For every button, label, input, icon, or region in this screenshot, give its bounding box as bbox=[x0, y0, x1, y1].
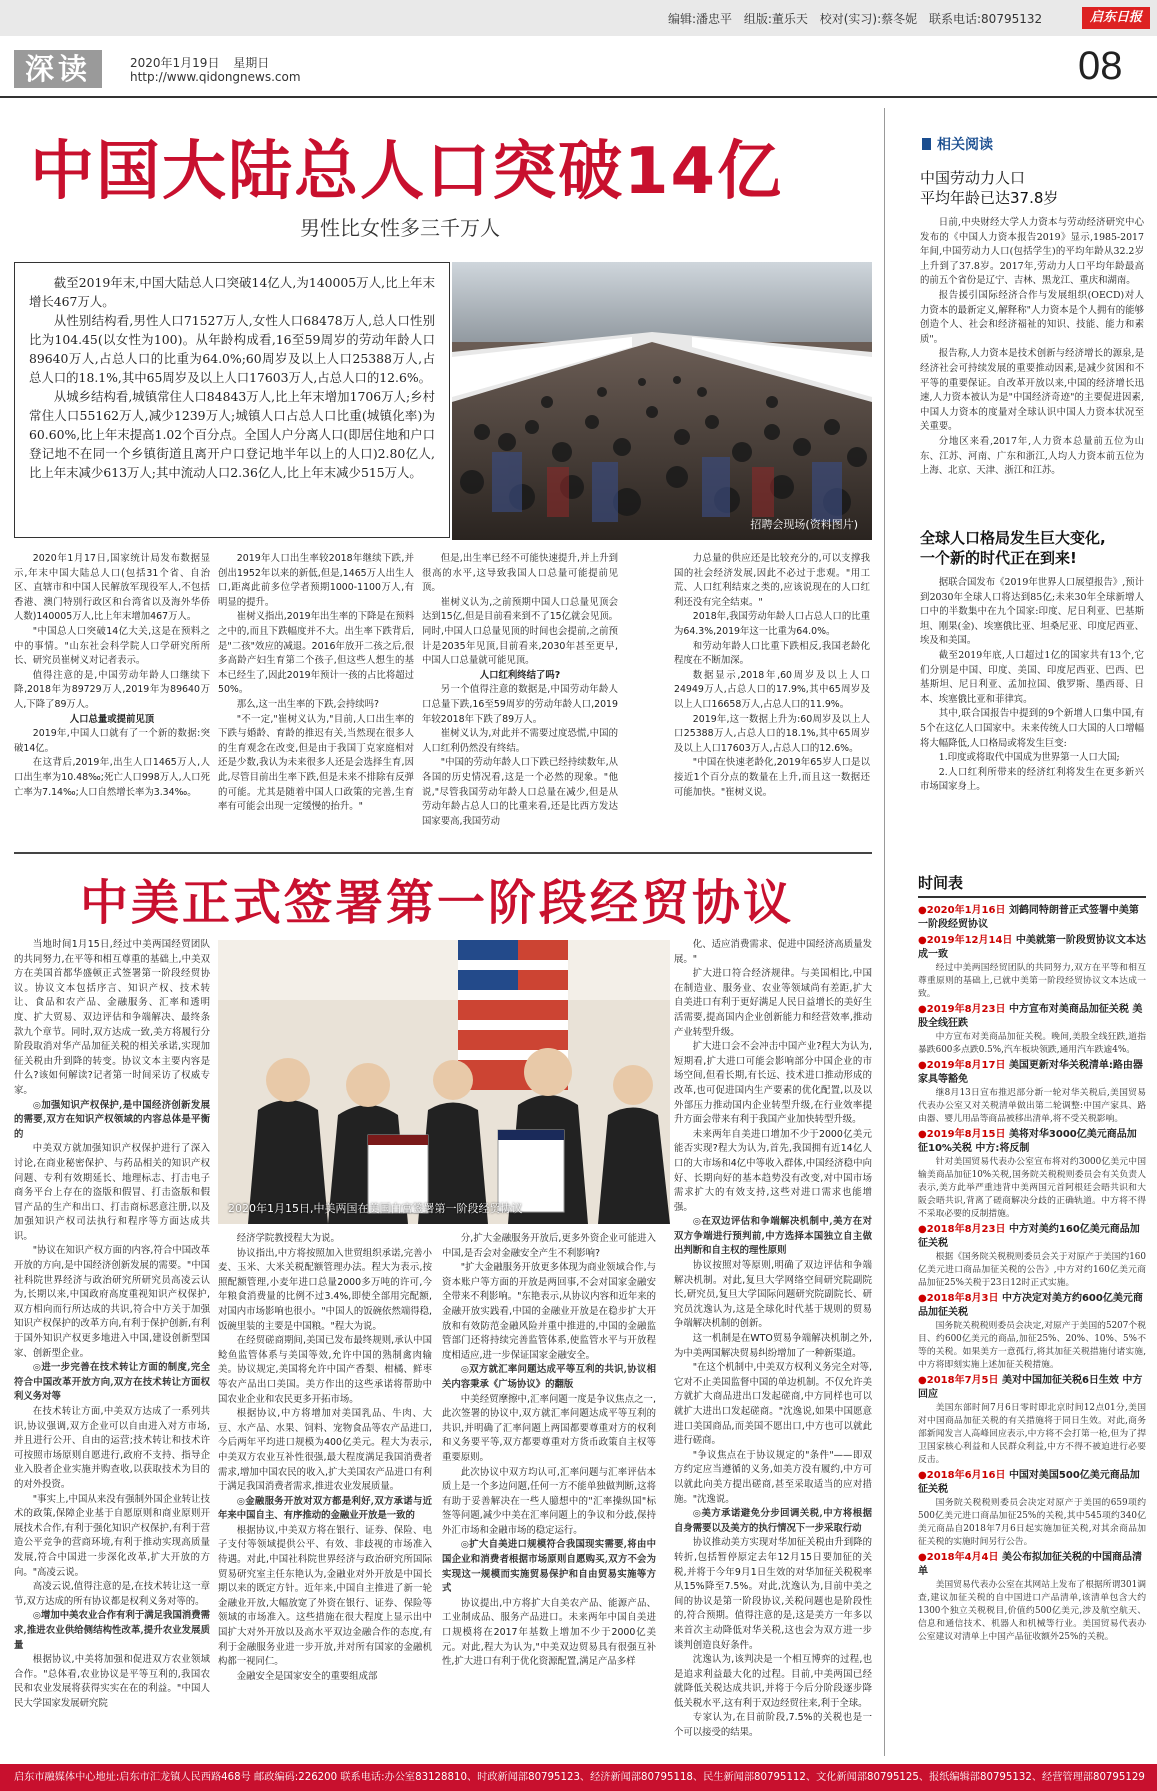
paragraph: 2018年,我国劳动年龄人口占总人口的比重为64.3%,2019年这一比重为64.0%。 bbox=[674, 611, 870, 637]
section-badge: 深读 bbox=[14, 50, 102, 88]
editor-credits bbox=[668, 10, 1042, 27]
story2-title-line2: 一个新的时代正在到来! bbox=[920, 549, 1077, 567]
paragraph: 2019年人口出生率较2018年继续下跌,并创出1952年以来的新低,但是,1465万人出生人口,距离此前多位学者预期1000-1100万人,有明显的提升。 bbox=[218, 553, 414, 608]
timeline-date: 2020年1月16日 bbox=[926, 905, 1006, 916]
paragraph: 沈逸认为,该判决是一个相互博弈的过程,也是追求利益最大化的过程。目前,中美两国已经就降低关税达成共识,并将于今后分阶段逐步降低关税水平,这有利于双边经贸往来,利于全球。 bbox=[674, 1654, 872, 1709]
paragraph: "协议在知识产权方面的内容,符合中国改革开放的方向,是中国经济创新发展的需要。"中国社科院世界经济与政治研究所研究员高凌云认为,长期以来,中国政府高度重视知识产权保护,双方相向而行所达成的共识,符合中方关于加强知识产权保护的改革方向,有利于保护创新,有利于国外知识产权更多地进入中国,建设创新型国家、创新型企业。 bbox=[14, 1245, 210, 1359]
paragraph: 根据协议,中方将增加对美国乳品、牛肉、大豆、水产品、水果、饲料、宠物食品等农产品进口,今后两年平均进口规模为400亿美元。程大为表示,中美双方农业互补性很强,最大程度满足我国消费者需求,增加中国农民的收入,扩大美国农产品进口有利于满足我国消费者需求,推进农业发展质量。 bbox=[218, 1408, 432, 1493]
lead-column-4 bbox=[674, 552, 870, 840]
section-lead: ◎增加中美农业合作有利于满足我国消费需求,推进农业供给侧结构性改革,提升农业发展质量 bbox=[14, 1610, 210, 1651]
section-lead: ◎扩大自美进口规模符合我国现实需要,将由中国企业和消费者根据市场原则自愿购买,双方不会为实现这一规模而实施贸易保护和自由贸易实施等方式 bbox=[442, 1539, 656, 1595]
contact-phone: 联系电话:80795132 bbox=[929, 12, 1043, 26]
timeline-body: 针对美国贸易代表办公室宣布将对约3000亿美元中国输美商品加征10%关税,国务院关税税则委员会有关负责人表示,美方此举严重违背中美两国元首阿根廷会晤共识和大阪会晤共识,背离了磋商解决分歧的正确轨道。中方将不得不采取必要的反制措施。 bbox=[918, 1157, 1146, 1219]
paragraph: 在经贸磋商期间,美国已发布最终规则,承认中国鲶鱼监管体系与美国等效,允许中国的熟制禽肉输美。协议规定,美国将允许中国产香梨、柑橘、鲜枣等农产品出口美国。美方作出的这些承诺将帮助中国农业企业和农民更多开拓市场。 bbox=[218, 1335, 432, 1405]
timeline-headline: 刘鹤同特朗普正式签署中美第一阶段经贸协议 bbox=[918, 905, 1139, 930]
timeline-headline: 中美就第一阶段贸协议文本达成一致 bbox=[918, 935, 1146, 960]
paragraph: "中国的劳动年龄人口下跌已经持续数年,从各国的历史情况看,这是一个必然的现象。"他说,"尽管我国劳动年龄人口总量在减少,但是从劳动年龄占总人口的比重来看,还是比西方发达国家要高,我国劳动 bbox=[422, 757, 618, 827]
dot-icon: ● bbox=[918, 1224, 927, 1235]
lead-column-3 bbox=[422, 552, 618, 840]
timeline-date: 2018年4月4日 bbox=[926, 1552, 999, 1563]
proof-credit: 校对(实习):蔡冬妮 bbox=[819, 12, 918, 26]
dot-icon: ● bbox=[918, 1293, 927, 1304]
section-divider bbox=[14, 852, 872, 854]
paragraph: 当地时间1月15日,经过中美两国经贸团队的共同努力,在平等和相互尊重的基础上,中美双方在美国首都华盛顿正式签署第一阶段经贸协议。协议文本包括序言、知识产权、技术转让、食品和农产品、金融服务、汇率和透明度、扩大贸易、双边评估和争端解决、最终条款九个章节。同时,双方达成一致,美方将履行分阶段取消对华产品加征关税的相关承诺,实现加征关税由升到降的转变。协议文本主要内容是什么?该如何解读?记者第一时间采访了权威专家。 bbox=[14, 939, 210, 1096]
timeline-item bbox=[918, 1292, 1146, 1372]
paragraph: 报告援引国际经济合作与发展组织(OECD)对人力资本的最新定义,解释称"人力资本是个人拥有的能够创造个人、社会和经济福祉的知识、技能、能力和素质"。 bbox=[920, 289, 1144, 345]
paragraph: 另一个值得注意的数据是,中国劳动年龄人口总量下跌,16至59周岁的劳动年龄人口,2019年较2018年下跌了89万人。 bbox=[422, 684, 618, 725]
paragraph: 据联合国发布《2019年世界人口展望报告》,预计到2030年全球人口将达到85亿;未来30年全球新增人口中的半数集中在九个国家:印度、尼日利亚、巴基斯坦、刚果(金)、埃塞俄比亚、坦桑尼亚、印度尼西亚、埃及和美国。 bbox=[920, 577, 1144, 647]
timeline-body: 经过中美两国经贸团队的共同努力,双方在平等和相互尊重原则的基础上,已就中美第一阶段经贸协议文本达成一致。 bbox=[918, 963, 1146, 999]
paragraph: 专家认为,在目前阶段,7.5%的关税也是一个可以接受的结果。 bbox=[674, 1712, 872, 1739]
paragraph: 协议推动美方实现对华加征关税由升到降的转折,包括暂停原定去年12月15日要加征的关税,并将于今年9月1日生效的对华加征关税税率从15%降至7.5%。对此,沈逸认为,目前中美之间的协议是第一阶段协议,关税问题也是阶段性的,符合预期。值得注意的是,这是美方一年多以来首次主动降低对华关税,这也会为双方进一步谈判创造良好条件。 bbox=[674, 1537, 872, 1651]
timeline-date: 2018年7月5日 bbox=[926, 1375, 999, 1386]
dot-icon: ● bbox=[918, 1004, 927, 1015]
paragraph: 化、适应消费需求、促进中国经济高质量发展。" bbox=[674, 939, 872, 965]
paragraph: "扩大金融服务开放更多体现为商业领域合作,与资本账户等方面的开放是两回事,不会对国家金融安全带来不利影响。"东艳表示,从协议内容和近年来的金融开放实践看,中国的金融业开放是在稳步扩大开放和有效防范金融风险并重中推进的,中国的金融监管部门还将持续完善监管体系,使监管水平与开放程度相适应,进一步保证国家金融安全。 bbox=[442, 1262, 656, 1361]
timeline-body: 中方宣布对美商品加征关税。晚间,美股全线狂跌,道指暴跌600多点跌0.5%,汽车板块领跌,通用汽车跌逾4%。 bbox=[918, 1032, 1146, 1055]
paragraph: 分,扩大金融服务开放后,更多外资企业可能进入中国,是否会对金融安全产生不利影响? bbox=[442, 1233, 656, 1259]
story1-title-line1: 中国劳动力人口 bbox=[920, 169, 1026, 187]
dot-icon: ● bbox=[918, 1552, 927, 1563]
paragraph: 1.印度或将取代中国成为世界第一人口大国; bbox=[938, 752, 1120, 764]
paragraph: 崔树义指出,2019年出生率的下降是在预料之中的,而且下跌幅度并不大。出生率下跌背后,是"二孩"效应的减退。2016年放开二孩之后,很多高龄产妇生育第二个孩子,但这些人想生的基本已经生了,因此2019年预计一孩的占比将超过50%。 bbox=[218, 611, 414, 696]
subheading: 人口总量或提前见顶 bbox=[69, 713, 155, 725]
story1-title bbox=[920, 168, 1058, 208]
lead-summary bbox=[29, 273, 435, 482]
paragraph: 中美双方就加强知识产权保护进行了深入讨论,在商业秘密保护、与药品相关的知识产权问题、专利有效期延长、地理标志、打击电子商务平台上存在的盗版和假冒、打击盗版和假冒产品的生产和出口、打击商标恶意注册,以及加强知识产权司法执行和程序等方面达成共识。 bbox=[14, 1143, 210, 1242]
story1-title-line2: 平均年龄已达37.8岁 bbox=[920, 189, 1059, 207]
story2-title bbox=[920, 528, 1106, 568]
timeline-item bbox=[918, 1128, 1146, 1221]
section-lead: ◎加强知识产权保护,是中国经济创新发展的需要,双方在知识产权领域的内容总体是平衡的 bbox=[14, 1099, 210, 1140]
lead-summary-p2: 从性别结构看,男性人口71527万人,女性人口68478万人,总人口性别比为104.45(以女性为100)。从年龄构成看,16至59周岁的劳动年龄人口89640万人,占总人口的比重为64.0%;60周岁及以上人口25388万人,占总人口的18.1%,其中65周岁及以上人口17603万人,占总人口的12.6%。 bbox=[29, 313, 435, 385]
trade-column-4 bbox=[674, 938, 872, 1750]
timeline-item bbox=[918, 1003, 1146, 1057]
paragraph: 和劳动年龄人口比重下跌相反,我国老龄化程度在不断加深。 bbox=[674, 640, 870, 667]
paragraph: 在这背后,2019年,出生人口1465万人,人口出生率为10.48‰;死亡人口998万人,人口死亡率为7.14‰;人口自然增长率为3.34‰。 bbox=[14, 757, 210, 798]
timeline-body: 国务院关税税则委员会决定,对原产于美国的5207个税目、约600亿美元的商品,加征25%、20%、10%、5%不等的关税。如果美方一意孤行,将其加征关税措施付诸实施,中方将即刻实施上述加征关税措施。 bbox=[918, 1321, 1146, 1370]
square-bullet-icon bbox=[922, 138, 931, 150]
timeline-date: 2019年8月23日 bbox=[926, 1004, 1006, 1015]
paragraph: 分地区来看,2017年,人力资本总量前五位为山东、江苏、河南、广东和浙江,人均人力资本前五位为上海、北京、天津、浙江和江苏。 bbox=[920, 435, 1144, 477]
timeline-item bbox=[918, 1059, 1146, 1126]
paragraph: 金融安全是国家安全的重要组成部 bbox=[236, 1670, 378, 1682]
paragraph: 扩大进口会不会冲击中国产业?程大为认为,短期看,扩大进口可能会影响部分中国企业的市场空间,但看长期,有长远、技术进口推动形成的改革,也可促进国内生产要素的优化配置,以及以外部压力推动国内企业转型升级,在行业效率提升方面会带来有利于我国产业加快转型升级。 bbox=[674, 1041, 872, 1126]
weekday-text: 星期日 bbox=[233, 56, 270, 70]
paragraph: 协议指出,中方将按照加入世贸组织承诺,完善小麦、玉米、大米关税配额管理办法。程大为表示,按照配额管理,小麦年进口总量2000多万吨的许可,今年粮食消费量的比例不过3.4%,即使全部用完配额,对国内市场影响也很小。"中国人的饭碗依然端得稳,饭碗里装的主要是中国粮。"程大为说。 bbox=[218, 1247, 432, 1332]
timeline-headline: 中方决定对美方约600亿美元商品加征关税 bbox=[918, 1293, 1143, 1318]
timeline-date: 2018年6月16日 bbox=[926, 1470, 1006, 1481]
timeline-list bbox=[918, 904, 1146, 1754]
page-number: 08 bbox=[1078, 44, 1123, 88]
timeline-body: 国务院关税税则委员会决定对原产于美国的659项约500亿美元进口商品加征25%的关税,其中545项约340亿美元商品自2018年7月6日起实施加征关税,对其余商品加征关税的实施时间另行公告。 bbox=[918, 1498, 1146, 1547]
masthead bbox=[0, 36, 1157, 98]
timeline-body: 继8月13日宣布推迟部分新一轮对华关税后,美国贸易代表办公室又对关税清单做出第二轮调整:中国产家具、路由器、婴儿用品等商品被移出清单,将不受关税影响。 bbox=[918, 1088, 1146, 1124]
section-lead: ◎在双边评估和争端解决机制中,美方在对双方争端进行预判前,中方选择本国独立自主做出判断和自主权的理性原则 bbox=[674, 1216, 872, 1257]
job-fair-caption: 招聘会现场(资料图片) bbox=[750, 518, 858, 531]
paragraph: 值得注意的是,中国劳动年龄人口继续下降,2018年为89729万人,2019年为89640万人,下降了89万人。 bbox=[14, 669, 210, 710]
editor-credit: 编辑:潘忠平 bbox=[668, 12, 733, 26]
timeline-label: 时间表 bbox=[918, 874, 964, 892]
paragraph: 扩大进口符合经济规律。与美国相比,中国在制造业、服务业、农业等领域尚有差距,扩大自美进口有利于更好满足人民日益增长的美好生活需要,提高国内企业创新能力和经营效率,推动产业转型升级。 bbox=[674, 968, 872, 1038]
signing-caption: 2020年1月15日,中美两国在美国白宫签署第一阶段经贸协议 bbox=[228, 1202, 523, 1215]
story1-body bbox=[920, 216, 1144, 504]
timeline-headline: 美公布拟加征关税的中国商品清单 bbox=[918, 1552, 1142, 1577]
paragraph: 在技术转让方面,中美双方达成了一系列共识,协议强调,双方企业可以自由进入对方市场,并且进行公开、自由的运营;技术转让和技术许可按照市场原则自愿进行,政府不支持、指导企业入股者企业实施并购查收,以获取技术为目的的对外投资。 bbox=[14, 1406, 210, 1490]
dot-icon: ● bbox=[918, 1470, 927, 1481]
lead-summary-p3: 从城乡结构看,城镇常住人口84843万人,比上年末增加1706万人;乡村常住人口55162万人,减少1239万人;城镇人口占总人口比重(城镇化率)为60.60%,比上年末提高1.02个百分点。全国人户分离人口(即居住地和户口登记地不在同一个乡镇街道且离开户口登记地半年以上的人口)2.80亿人,比上年末减少613万人;其中流动人口2.36亿人,比上年末减少515万人。 bbox=[29, 389, 435, 480]
masthead-rule bbox=[0, 96, 1157, 98]
paragraph: 2.人口红利所带来的经济红利将发生在更多新兴市场国家身上。 bbox=[920, 766, 1144, 793]
paragraph: "不一定,"崔树义认为,"目前,人口出生率的下跌与婚龄、育龄的推迟有关,当然现在很多人的生育观念在改变,但是由于我国丁克家庭相对还是少数,我认为未来很多人还是会选择生育,因此,尽管目前出生率下跌,但是未来不排除有反弹的可能。尤其是随着中国人口政策的完善,生育率有可能会出现一定缓慢的抬升。" bbox=[218, 713, 414, 813]
top-bar bbox=[0, 0, 1157, 36]
paragraph: 力总量的供应还是比较充分的,可以支撑我国的社会经济发展,因此不必过于悲观。"用工荒、人口红利结束之类的,应该说现在的人口红利还没有完全结束。" bbox=[674, 553, 870, 608]
date-text: 2020年1月19日 bbox=[130, 56, 220, 70]
timeline-item bbox=[918, 904, 1146, 932]
timeline-body: 美国贸易代表办公室在其网站上发布了根据所谓301调查,建议加征关税的自中国进口产品清单,该清单包含大约1300个独立关税税目,价值约500亿美元,涉及航空航天、信息和通信技术、机器人和机械等行业。美国贸易代表办公室建议对清单上中国产品征收额外25%的关税。 bbox=[918, 1580, 1146, 1642]
paragraph: "争议焦点在于协议规定的"条件"——即双方约定应当遵循的义务,如美方没有履约,中方可以就此向美方提出磋商,甚至采取适当的应对措施。"沈逸说。 bbox=[674, 1449, 872, 1505]
lead-summary-box bbox=[14, 262, 450, 538]
paragraph: 2020年1月17日,国家统计局发布数据显示,年末中国大陆总人口(包括31个省、自治区、直辖市和中国人民解放军现役军人,不包括香港、澳门特别行政区和台湾省以及海外华侨人数)140005万人,比上年末增加467万人。 bbox=[14, 553, 210, 623]
section-lead: ◎美方承诺避免分步回调关税,中方将根据自身需要以及美方的执行情况下一步采取行动 bbox=[674, 1508, 872, 1534]
trade-headline: 中美正式签署第一阶段经贸协议 bbox=[80, 875, 795, 931]
story2-title-line1: 全球人口格局发生巨大变化, bbox=[920, 529, 1106, 547]
dot-icon: ● bbox=[918, 1375, 927, 1386]
paragraph: "在这个机制中,中美双方权利义务完全对等,它对不止美国监督中国的单边机制。不仅允许美方就扩大商品进出口发起磋商,中方同样也可以就扩大进出口发起磋商。"沈逸说,如果中国愿意进口美国商品,而美国不愿出口,中方也可以就此进行磋商。 bbox=[674, 1362, 872, 1447]
related-reading-text: 相关阅读 bbox=[937, 137, 993, 153]
dot-icon: ● bbox=[918, 905, 927, 916]
paragraph: 协议按照对等原则,明确了双边评估和争端解决机制。对此,复旦大学网络空间研究院副院长,研究员,复旦大学国际问题研究院副院长、研究员沈逸认为,这是全球化时代基于规则的贸易争端解决机制的创新。 bbox=[674, 1260, 872, 1330]
paragraph: 未来两年自美进口增加不少于2000亿美元能否实现?程大为认为,首先,我国拥有近14亿人口的大市场和4亿中等收入群体,中国经济稳中向好、长期向好的基本趋势没有改变,对中国市场需求扩大的有效支持,这些对进口需求也能增强。 bbox=[674, 1128, 872, 1213]
subheading: 人口红利终结了吗? bbox=[479, 669, 561, 681]
trade-column-3 bbox=[442, 1232, 656, 1750]
story2-body bbox=[920, 576, 1144, 840]
paragraph: 2019年,中国人口就有了一个新的数据:突破14亿。 bbox=[14, 728, 210, 754]
paragraph: 崔树义认为,对此并不需要过度恐慌,中国的人口红利仍然没有终结。 bbox=[422, 728, 618, 754]
lead-summary-p1: 截至2019年末,中国大陆总人口突破14亿人,为140005万人,比上年末增长467万人。 bbox=[29, 275, 435, 309]
section-lead: ◎金融服务开放对双方都是利好,双方承诺与近年来中国自主、有序推动的金融业开放是一致的 bbox=[218, 1495, 432, 1522]
issue-date bbox=[130, 54, 269, 71]
paragraph: 这一机制是在WTO贸易争端解决机制之外,为中美两国解决贸易纠纷增加了一种新渠道。 bbox=[674, 1333, 872, 1359]
sidebar-rule bbox=[884, 108, 885, 1756]
paragraph: 日前,中央财经大学人力资本与劳动经济研究中心发布的《中国人力资本报告2019》显示,1985-2017年间,中国劳动力人口(包括学生)的平均年龄从32.2岁上升到了37.8岁。2017年,劳动力人口平均年龄最高的前五个省份是辽宁、吉林、黑龙江、重庆和湖南。 bbox=[920, 217, 1144, 287]
paragraph: 根据协议,中美双方将在银行、证券、保险、电子支付等领域提供公平、有效、非歧视的市场准入待遇。对此,中国社科院世界经济与政治研究所国际贸易研究室主任东艳认为,金融业对外开放是中国长期以来的既定方针。近年来,中国自主推进了新一轮金融业开放,大幅放宽了外资在银行、证券、保险等领域的市场准入。这些措施在很大程度上显示出中国扩大对外开放以及高水平双边金融合作的态度,有利于金融服务业进一步开放,并对所有国家的金融机构都一视同仁。 bbox=[218, 1524, 432, 1668]
dot-icon: ● bbox=[918, 1129, 927, 1140]
signing-photo bbox=[218, 940, 670, 1224]
lead-headline: 中国大陆总人口突破14亿 bbox=[30, 135, 784, 209]
timeline-headline: 美将对华3000亿美元商品加征10%关税 中方:将反制 bbox=[918, 1129, 1137, 1154]
section-lead: ◎进一步完善在技术转让方面的制度,完全符合中国改革开放方向,双方在技术转让方面权利义务对等 bbox=[14, 1362, 210, 1403]
lead-subtitle: 男性比女性多三千万人 bbox=[300, 216, 500, 240]
related-reading-label bbox=[922, 134, 993, 154]
trade-column-2 bbox=[218, 1232, 432, 1750]
paragraph: 但是,出生率已经不可能快速提升,并上升到很高的水平,这导致我国人口总量可能提前见顶。 bbox=[422, 553, 618, 594]
footer-bar: 启东市融媒体中心地址:启东市汇龙镇人民西路468号 邮政编码:226200 联系电话:办公室83128810、时政新闻部80795123、经济新闻部80795118、民生新闻部80795112、文化新闻部80795125、报纸编辑部80795132、经营管理部80795129 bbox=[0, 1764, 1157, 1791]
paragraph: 其中,联合国报告中提到的9个新增人口集中国,有5个在这亿人口国家中。未来传统人口大国的人口增幅将大幅降低,人口格局或将发生巨变: bbox=[920, 708, 1144, 749]
paragraph: 高凌云说,值得注意的是,在技术转让这一章节,双方达成的所有协议都是权利义务对等的。 bbox=[14, 1581, 210, 1607]
timeline-rule bbox=[918, 896, 1146, 898]
timeline-body: 美国东部时间7月6日零时即北京时间12点01分,美国对中国商品加征关税的有关措施将于同日生效。对此,商务部新闻发言人高峰回应表示,中方将不会打第一枪,但为了捍卫国家核心利益和人民群众利益,中方不得不被迫进行必要反击。 bbox=[918, 1403, 1146, 1465]
paragraph: 那么,这一出生率的下跌,会持续吗? bbox=[236, 698, 379, 710]
paragraph: 截至2019年底,人口超过1亿的国家共有13个,它们分别是中国、印度、美国、印度尼西亚、巴西、巴基斯坦、尼日利亚、孟加拉国、俄罗斯、墨西哥、日本、埃塞俄比亚和菲律宾。 bbox=[920, 649, 1144, 705]
paragraph: 报告称,人力资本是技术创新与经济增长的源泉,是经济社会可持续发展的重要推动因素,是减少贫困和不平等的重要保证。自改革开放以来,中国的经济增长迅速,人力资本被认为是"中国经济奇迹"的主要促进因素,中国人力资本的度量对全球认识中国人力资本状况至关重要。 bbox=[920, 348, 1144, 433]
lead-column-2 bbox=[218, 552, 414, 840]
dot-icon: ● bbox=[918, 935, 927, 946]
paragraph: 此次协议中双方均认可,汇率问题与汇率评估本质上是一个多边问题,任何一方不能单独做判断,这将有助于妥善解决在一些人臆想中的"汇率操纵国"标签等问题,减少中美在汇率问题上的争议和分歧,保持外汇市场和金融市场的稳定运行。 bbox=[442, 1466, 656, 1536]
newspaper-logo: 启东日报 bbox=[1082, 7, 1150, 29]
paragraph: 2019年,这一数据上升为:60周岁及以上人口25388万人,占总人口的18.1%,其中65周岁及以上人口17603万人,占总人口的12.6%。 bbox=[674, 713, 870, 754]
timeline-date: 2018年8月3日 bbox=[926, 1293, 999, 1304]
timeline-item bbox=[918, 1374, 1146, 1467]
timeline-date: 2018年8月23日 bbox=[926, 1224, 1006, 1235]
dot-icon: ● bbox=[918, 1060, 927, 1071]
timeline-date: 2019年8月17日 bbox=[926, 1060, 1006, 1071]
timeline-body: 根据《国务院关税税则委员会关于对原产于美国约160亿美元进口商品加征关税的公告》,中方对约160亿美元商品加征25%关税于23日12时正式实施。 bbox=[918, 1252, 1146, 1288]
paragraph: 中美经贸摩擦中,汇率问题一度是争议焦点之一,此次签署的协议中,双方就汇率问题达成平等互利的共识,并明确了汇率问题上两国都要尊重对方的权利和义务要平等,双方都要尊重对方货币政策自主权等重要原则。 bbox=[442, 1393, 656, 1463]
paragraph: "中国在快速老龄化,2019年65岁人口是以接近1个百分点的数量在上升,而且这一数据还可能加快。"崔树义说。 bbox=[674, 757, 870, 798]
paragraph: 崔树义认为,之前预期中国人口总量见顶会达到15亿,但是目前看来到不了15亿就会见顶。同时,中国人口总量见顶的时间也会提前,之前预计是2035年见顶,目前看来,2030年甚至更早,中国人口总量就可能见顶。 bbox=[422, 596, 618, 667]
trade-column-1 bbox=[14, 938, 210, 1750]
timeline-headline: 中国对美国500亿美元商品加征关税 bbox=[918, 1470, 1140, 1495]
timeline-headline: 美对中国加征关税6日生效 中方回应 bbox=[918, 1375, 1143, 1400]
paragraph: 经济学院教授程大为说。 bbox=[236, 1233, 340, 1244]
paragraph: "中国总人口突破14亿大关,这是在预料之中的事情。"山东社会科学院人口学研究所所长、研究员崔树义对记者表示。 bbox=[14, 625, 210, 667]
timeline-headline: 美国更新对华关税清单:路由器家具等豁免 bbox=[918, 1060, 1143, 1085]
timeline-date: 2019年12月14日 bbox=[926, 935, 1013, 946]
paragraph: "事实上,中国从来没有强制外国企业转让技术的政策,保障企业基于自愿原则和商业原则开展技术合作,有利于强化知识产权保护,有利于营造公平竞争的营商环境,有利于推动实现高质量发展,符合中国进一步深化改革,扩大开放的方向。"高凌云说。 bbox=[14, 1493, 210, 1578]
job-fair-illustration bbox=[452, 262, 872, 540]
timeline-headline: 中方对美约160亿美元商品加征关税 bbox=[918, 1224, 1140, 1249]
timeline-headline: 中方宣布对美商品加征关税 美股全线狂跌 bbox=[918, 1004, 1143, 1029]
timeline-item bbox=[918, 1223, 1146, 1290]
timeline-date: 2019年8月15日 bbox=[926, 1129, 1006, 1140]
signing-illustration bbox=[218, 940, 670, 1224]
timeline-item bbox=[918, 1551, 1146, 1644]
timeline-item bbox=[918, 934, 1146, 1001]
job-fair-photo bbox=[452, 262, 872, 540]
site-url[interactable]: http://www.qidongnews.com bbox=[130, 70, 301, 84]
paragraph: 协议提出,中方将扩大自美农产品、能源产品、工业制成品、服务产品进口。未来两年中国自美进口规模将在2017年基数上增加不少于2000亿美元。对此,程大为认为,"中美双边贸易具有很强互补性,扩大进口有利于优化资源配置,满足产品多样 bbox=[442, 1597, 656, 1668]
layout-credit: 组版:董乐天 bbox=[743, 12, 808, 26]
paragraph: 数据显示,2018年,60周岁及以上人口24949万人,占总人口的17.9%,其中65周岁及以上人口16658万人,占总人口的11.9%。 bbox=[674, 669, 870, 710]
paragraph: 根据协议,中美将加强和促进双方农业领域合作。"总体看,农业协议是平等互利的,我国农民和农业发展将获得实实在在的利益。"中国人民大学国家发展研究院 bbox=[14, 1654, 210, 1709]
lead-column-1 bbox=[14, 552, 210, 840]
timeline-item bbox=[918, 1469, 1146, 1549]
section-lead: ◎双方就汇率问题达成平等互利的共识,协议相关内容秉承《广场协议》的翻版 bbox=[442, 1364, 656, 1390]
